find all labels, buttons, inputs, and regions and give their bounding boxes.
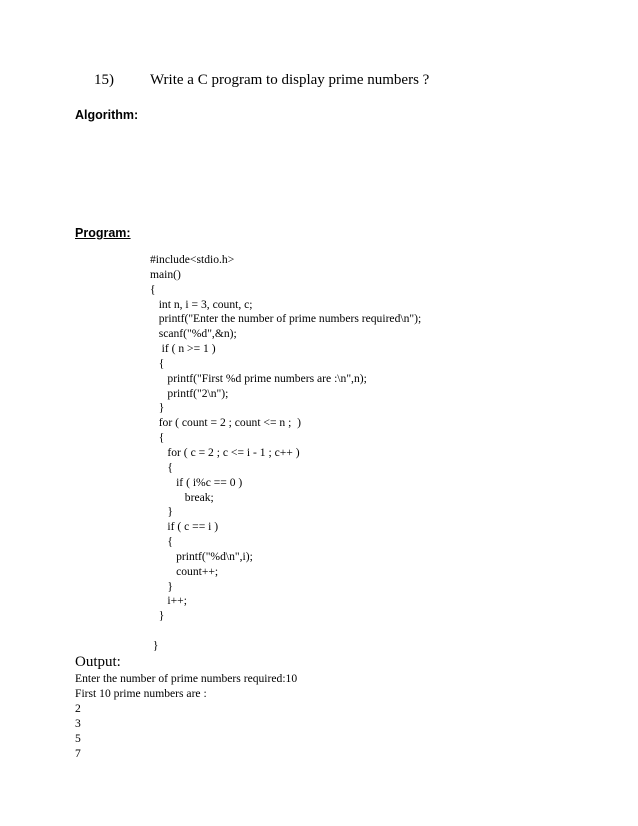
code-line: } (150, 579, 173, 593)
code-line: if ( c == i ) (150, 520, 219, 534)
program-heading: Program: (75, 226, 131, 240)
code-line: { (150, 431, 165, 445)
output-line: First 10 prime numbers are : (75, 686, 207, 700)
code-line: { (150, 535, 173, 549)
code-line: scanf("%d",&n); (150, 327, 237, 341)
output-line: 5 (75, 731, 81, 745)
code-line: printf("2\n"); (150, 386, 229, 400)
code-line: if ( n >= 1 ) (150, 342, 216, 356)
code-line: for ( c = 2 ; c <= i - 1 ; c++ ) (150, 445, 300, 459)
question-number: 15) (94, 72, 114, 88)
code-line: } (150, 401, 165, 415)
code-block (150, 253, 421, 654)
code-line: #include<stdio.h> (150, 253, 235, 266)
code-line: int n, i = 3, count, c; (150, 297, 253, 311)
code-line: i++; (150, 594, 187, 608)
output-line: 2 (75, 701, 81, 715)
output-block (75, 672, 297, 761)
code-line: if ( i%c == 0 ) (150, 475, 243, 489)
code-line: { (150, 356, 165, 370)
code-line: printf("%d\n",i); (150, 549, 253, 563)
output-line: Enter the number of prime numbers required:10 (75, 672, 298, 685)
output-line: 3 (75, 716, 81, 730)
code-line: count++; (150, 564, 219, 578)
code-line: break; (150, 490, 214, 504)
code-line (150, 624, 421, 639)
code-line: printf("First %d prime numbers are :\n",n); (150, 371, 367, 385)
code-line: { (150, 460, 173, 474)
question-text: Write a C program to display prime numbers ? (150, 72, 430, 88)
output-heading: Output: (75, 654, 121, 670)
code-line: } (150, 609, 165, 623)
code-line: { (150, 282, 156, 296)
output-line: 7 (75, 746, 81, 760)
code-line: } (150, 505, 173, 519)
code-line: printf("Enter the number of prime numbers required\n"); (150, 312, 422, 326)
code-line: } (150, 638, 159, 652)
code-line: main() (150, 267, 181, 281)
algorithm-heading: Algorithm: (75, 108, 139, 122)
code-line: for ( count = 2 ; count <= n ; ) (150, 416, 301, 430)
